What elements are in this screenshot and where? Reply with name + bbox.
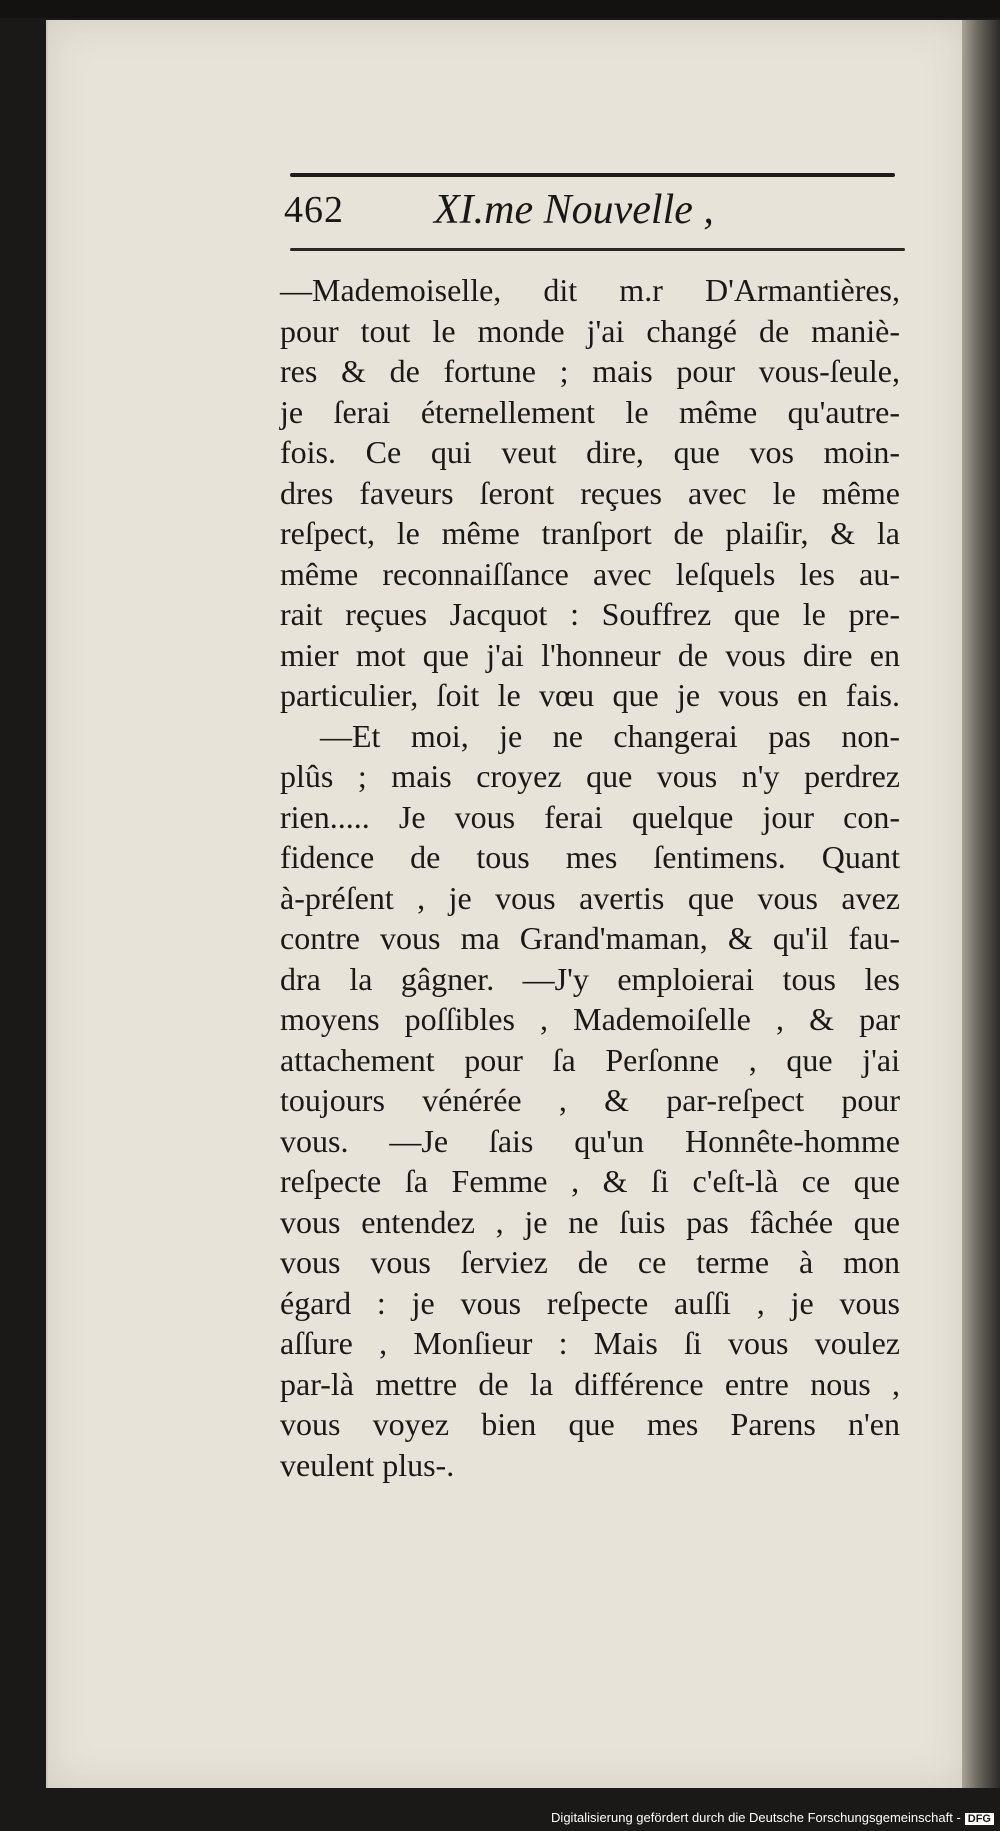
text-line: contre vous ma Grand'maman, & qu'il fau- — [280, 920, 900, 956]
text-line: vous entendez , je ne ſuis pas fâchée que — [280, 1203, 900, 1240]
credit-text: Digitalisierung gefördert durch die Deutsche Forschungsgemeinschaft - — [551, 1810, 961, 1825]
text-line: —Mademoiselle, dit m.r D'Armantières, — [280, 272, 900, 308]
text-line: reſpecte ſa Femme , & ſi c'eſt-là ce que — [280, 1163, 900, 1199]
text-line: même reconnaiſſance avec leſquels les au- — [280, 555, 900, 592]
running-head-title: XI.me Nouvelle , — [434, 187, 714, 233]
text-line: vous vous ſerviez de ce terme à mon — [280, 1244, 900, 1280]
digitization-credit — [551, 1810, 994, 1825]
text-line: reſpect, le même tranſport de plaiſir, & la — [280, 515, 900, 551]
body-text — [280, 270, 900, 1485]
running-head — [284, 180, 904, 240]
header-rule-top — [290, 173, 895, 177]
text-line: particulier, ſoit le vœu que je vous en fais. — [280, 677, 900, 713]
text-line: pour tout le monde j'ai changé de maniè- — [280, 312, 900, 349]
text-line: rien..... Je vous ferai quelque jour con- — [280, 798, 900, 835]
text-line: res & de fortune ; mais pour vous-ſeule, — [280, 353, 900, 389]
text-line: fidence de tous mes ſentimens. Quant — [280, 839, 900, 875]
text-line: par-là mettre de la différence entre nous , — [280, 1365, 900, 1402]
text-line: toujours vénérée , & par-reſpect pour — [280, 1082, 900, 1118]
text-line: à-préſent , je vous avertis que vous avez — [280, 879, 900, 916]
text-line: —Et moi, je ne changerai pas non- — [320, 717, 900, 754]
text-line: plûs ; mais croyez que vous n'y perdrez — [280, 758, 900, 794]
text-line: vous voyez bien que mes Parens n'en — [280, 1406, 900, 1442]
page-number: 462 — [284, 189, 344, 231]
scan-border-top — [0, 0, 1000, 18]
text-line: attachement pour ſa Perſonne , que j'ai — [280, 1041, 900, 1078]
dfg-logo: DFG — [965, 1813, 994, 1825]
text-line: aſſure , Monſieur : Mais ſi vous voulez — [280, 1325, 900, 1361]
text-line: moyens poſſibles , Mademoiſelle , & par — [280, 1001, 900, 1037]
text-line: dra la gâgner. —J'y emploierai tous les — [280, 960, 900, 997]
text-line: vous. —Je ſais qu'un Honnête-homme — [280, 1122, 900, 1159]
text-line: veulent plus-. — [280, 1446, 455, 1483]
text-line: fois. Ce qui veut dire, que vos moin- — [280, 434, 900, 470]
text-line: égard : je vous reſpecte auſſi , je vous — [280, 1284, 900, 1321]
page-edge-shadow — [962, 20, 1000, 1788]
text-line: je ſerai éternellement le même qu'autre- — [280, 393, 900, 430]
header-rule-bottom — [290, 248, 905, 251]
text-line: dres faveurs ſeront reçues avec le même — [280, 474, 900, 511]
text-line: rait reçues Jacquot : Souffrez que le pre- — [280, 596, 900, 632]
text-line: mier mot que j'ai l'honneur de vous dire en — [280, 636, 900, 673]
